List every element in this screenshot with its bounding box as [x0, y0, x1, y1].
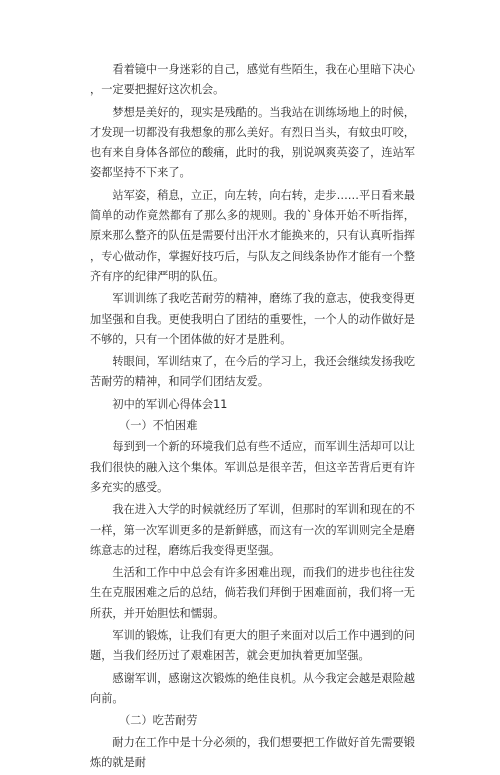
paragraph-difficulties: 生活和工作中中总会有许多困难出现，而我们的进步也往往发生在克服困难之后的总结，倘若我们拜倒于困难面前，我们将一无所获，并开始胆怯和懦弱。	[90, 566, 415, 620]
paragraph-spirit: 军训训练了我吃苦耐劳的精神，磨练了我的意志，使我变得更加坚强和自我。更使我明白了团结的重要性，一个人的动作做好是不够的，只有一个团体做的好才是胜利。	[90, 292, 415, 346]
paragraph-endurance: 耐力在工作中是十分必须的，我们想要把工作做好首先需要锻炼的就是耐	[90, 735, 415, 769]
paragraph-conclusion: 转眼间，军训结束了，在今后的学习上，我还会继续发扬我吃苦耐劳的精神，和同学们团结友爱。	[90, 355, 415, 389]
subsection-heading-1: （一）不怕困难	[119, 419, 198, 433]
paragraph-mirror: 看着镜中一身迷彩的自己，感觉有些陌生，我在心里暗下决心，一定要把握好这次机会。	[90, 63, 415, 97]
subsection-heading-2: （二）吃苦耐劳	[119, 714, 198, 728]
paragraph-courage: 军训的锻炼，让我们有更大的胆子来面对以后工作中遇到的问题，当我们经历过了艰难困苦，就会更加执着更加坚强。	[90, 629, 415, 663]
paragraph-dream-reality: 梦想是美好的，现实是残酷的。当我站在训练场地上的时候，才发现一切都没有我想象的那么美好。有烈日当头，有蚊虫叮咬，也有来自身体各部位的酸痛，此时的我，别说飒爽英姿了，连站军姿都坚持不下来了。	[90, 105, 415, 180]
section-title: 初中的军训心得体会11	[112, 397, 228, 411]
paragraph-drills: 站军姿，稍息，立正，向左转，向右转，走步……平日看来最简单的动作竟然都有了那么多的规则。我的`身体开始不听指挥，原来那么整齐的队伍是需要付出汗水才能换来的，只有认真听指挥，专心做动作，掌握好技巧后，与队友之间线条协作才能有一个整齐有序的纪律严明的队伍。	[90, 188, 415, 283]
paragraph-new-environment: 每到到一个新的环境我们总有些不适应，而军训生活却可以让我们很快的融入这个集体。军训总是很辛苦，但这辛苦背后更有许多充实的感受。	[90, 440, 415, 494]
paragraph-thanks: 感谢军训，感谢这次锻炼的绝佳良机。从今我定会越是艰险越向前。	[90, 671, 415, 705]
document-body	[90, 60, 415, 775]
paragraph-university: 我在进入大学的时候就经历了军训，但那时的军训和现在的不一样，第一次军训更多的是新鲜感，而这有一次的军训则完全是磨练意志的过程，磨练后我变得更坚强。	[90, 503, 415, 557]
